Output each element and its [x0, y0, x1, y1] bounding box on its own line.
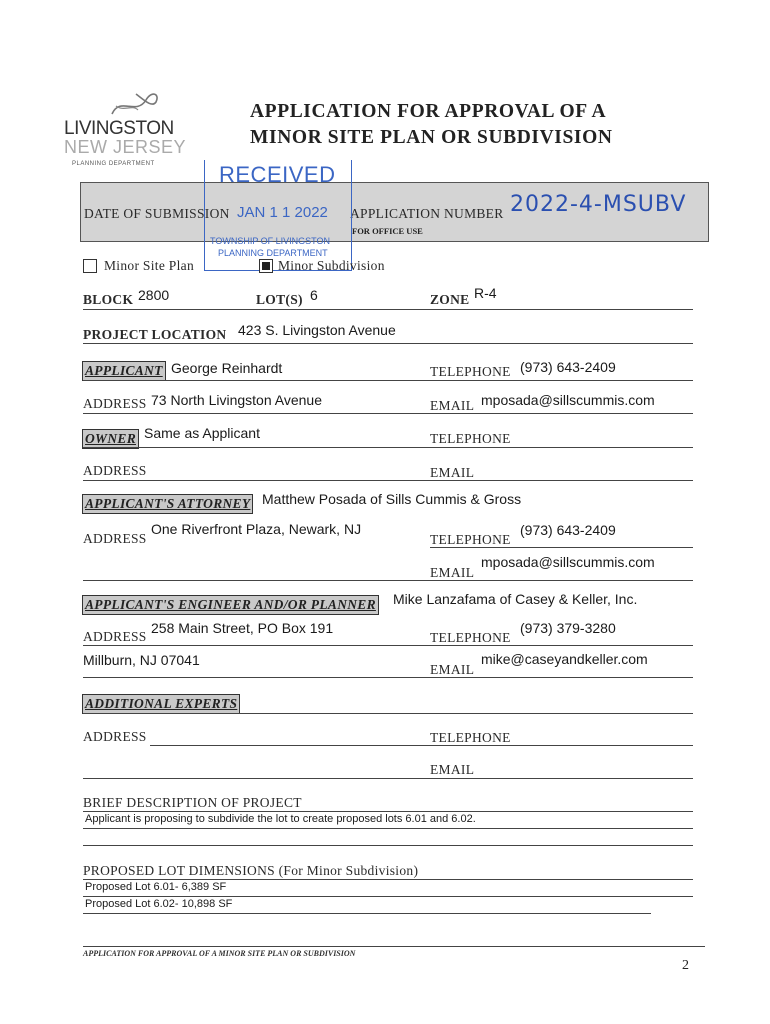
- stamp-received-text: RECEIVED: [219, 162, 336, 187]
- owner-label: OWNER: [82, 429, 139, 449]
- dimensions-label: PROPOSED LOT DIMENSIONS (For Minor Subdivision): [83, 863, 419, 878]
- date-of-submission-label: DATE OF SUBMISSION: [84, 206, 230, 221]
- owner-email-label: EMAIL: [430, 465, 475, 480]
- attorney-email-label: EMAIL: [430, 565, 475, 580]
- page-number: 2: [682, 958, 689, 973]
- experts-email-label: EMAIL: [430, 762, 475, 777]
- stamp-date: JAN 1 1 2022: [237, 204, 328, 221]
- engineer-telephone[interactable]: (973) 379-3280: [520, 620, 616, 636]
- applicant-telephone[interactable]: (973) 643-2409: [520, 359, 616, 375]
- minor-subdivision-checkbox[interactable]: [259, 259, 273, 273]
- description-label: BRIEF DESCRIPTION OF PROJECT: [83, 795, 302, 810]
- township-logo: [64, 86, 218, 170]
- attorney-label: APPLICANT'S ATTORNEY: [82, 494, 253, 514]
- logo-department: PLANNING DEPARTMENT: [72, 161, 155, 167]
- project-location-label: PROJECT LOCATION: [83, 327, 227, 342]
- application-number-value[interactable]: 2022-4-MSUBV: [510, 192, 687, 217]
- applicant-address-label: ADDRESS: [83, 396, 147, 411]
- lots-label: LOT(S): [256, 292, 303, 307]
- office-use-label: FOR OFFICE USE: [352, 226, 423, 236]
- engineer-address-line2[interactable]: Millburn, NJ 07041: [83, 652, 200, 668]
- attorney-telephone[interactable]: (973) 643-2409: [520, 522, 616, 538]
- engineer-email[interactable]: mike@caseyandkeller.com: [481, 651, 648, 667]
- applicant-address[interactable]: 73 North Livingston Avenue: [151, 392, 322, 408]
- minor-site-plan-label: Minor Site Plan: [104, 258, 195, 273]
- stamp-department: PLANNING DEPARTMENT: [218, 248, 328, 258]
- applicant-email-label: EMAIL: [430, 398, 475, 413]
- minor-site-plan-checkbox[interactable]: [83, 259, 97, 273]
- attorney-name[interactable]: Matthew Posada of Sills Cummis & Gross: [262, 491, 522, 507]
- engineer-email-label: EMAIL: [430, 662, 475, 677]
- engineer-label: APPLICANT'S ENGINEER AND/OR PLANNER: [82, 595, 379, 615]
- experts-address-label: ADDRESS: [83, 729, 147, 744]
- zone-value[interactable]: R-4: [474, 285, 497, 301]
- applicant-label: APPLICANT: [82, 361, 166, 381]
- attorney-address-label: ADDRESS: [83, 531, 147, 546]
- engineer-name[interactable]: Mike Lanzafama of Casey & Keller, Inc.: [393, 591, 638, 607]
- description-value[interactable]: Applicant is proposing to subdivide the lot to create proposed lots 6.01 and 6.02.: [85, 813, 476, 825]
- experts-telephone-label: TELEPHONE: [430, 730, 511, 745]
- dimensions-line2[interactable]: Proposed Lot 6.02- 10,898 SF: [85, 898, 233, 910]
- stamp-township: TOWNSHIP OF LIVINGSTON: [210, 236, 331, 246]
- title-line1: APPLICATION FOR APPROVAL OF A: [250, 101, 607, 122]
- logo-swirl-icon: [106, 86, 162, 120]
- project-location-value[interactable]: 423 S. Livingston Avenue: [238, 322, 396, 338]
- dimensions-line1[interactable]: Proposed Lot 6.01- 6,389 SF: [85, 881, 227, 893]
- block-label: BLOCK: [83, 292, 134, 307]
- owner-telephone-label: TELEPHONE: [430, 431, 511, 446]
- owner-address-label: ADDRESS: [83, 463, 147, 478]
- lots-value[interactable]: 6: [310, 287, 318, 303]
- minor-subdivision-label: Minor Subdivision: [278, 258, 385, 273]
- attorney-telephone-label: TELEPHONE: [430, 532, 511, 547]
- applicant-email[interactable]: mposada@sillscummis.com: [481, 392, 655, 408]
- zone-label: ZONE: [430, 292, 470, 307]
- applicant-name[interactable]: George Reinhardt: [171, 360, 283, 376]
- attorney-email[interactable]: mposada@sillscummis.com: [481, 554, 655, 570]
- logo-org-line2: NEW JERSEY: [64, 137, 187, 157]
- engineer-address-line1[interactable]: 258 Main Street, PO Box 191: [151, 620, 334, 636]
- additional-experts-label: ADDITIONAL EXPERTS: [82, 694, 240, 714]
- attorney-address[interactable]: One Riverfront Plaza, Newark, NJ: [151, 521, 362, 537]
- application-number-label: APPLICATION NUMBER: [350, 206, 504, 221]
- logo-org-line1: LIVINGSTON: [64, 118, 174, 139]
- engineer-telephone-label: TELEPHONE: [430, 630, 511, 645]
- engineer-address-label: ADDRESS: [83, 629, 147, 644]
- footer-form-name: APPLICATION FOR APPROVAL OF A MINOR SITE PLAN OR SUBDIVISION: [83, 949, 356, 958]
- block-value[interactable]: 2800: [138, 287, 170, 303]
- title-line2: MINOR SITE PLAN OR SUBDIVISION: [250, 127, 613, 148]
- owner-name[interactable]: Same as Applicant: [144, 425, 260, 441]
- applicant-telephone-label: TELEPHONE: [430, 364, 511, 379]
- page-title: [250, 99, 613, 151]
